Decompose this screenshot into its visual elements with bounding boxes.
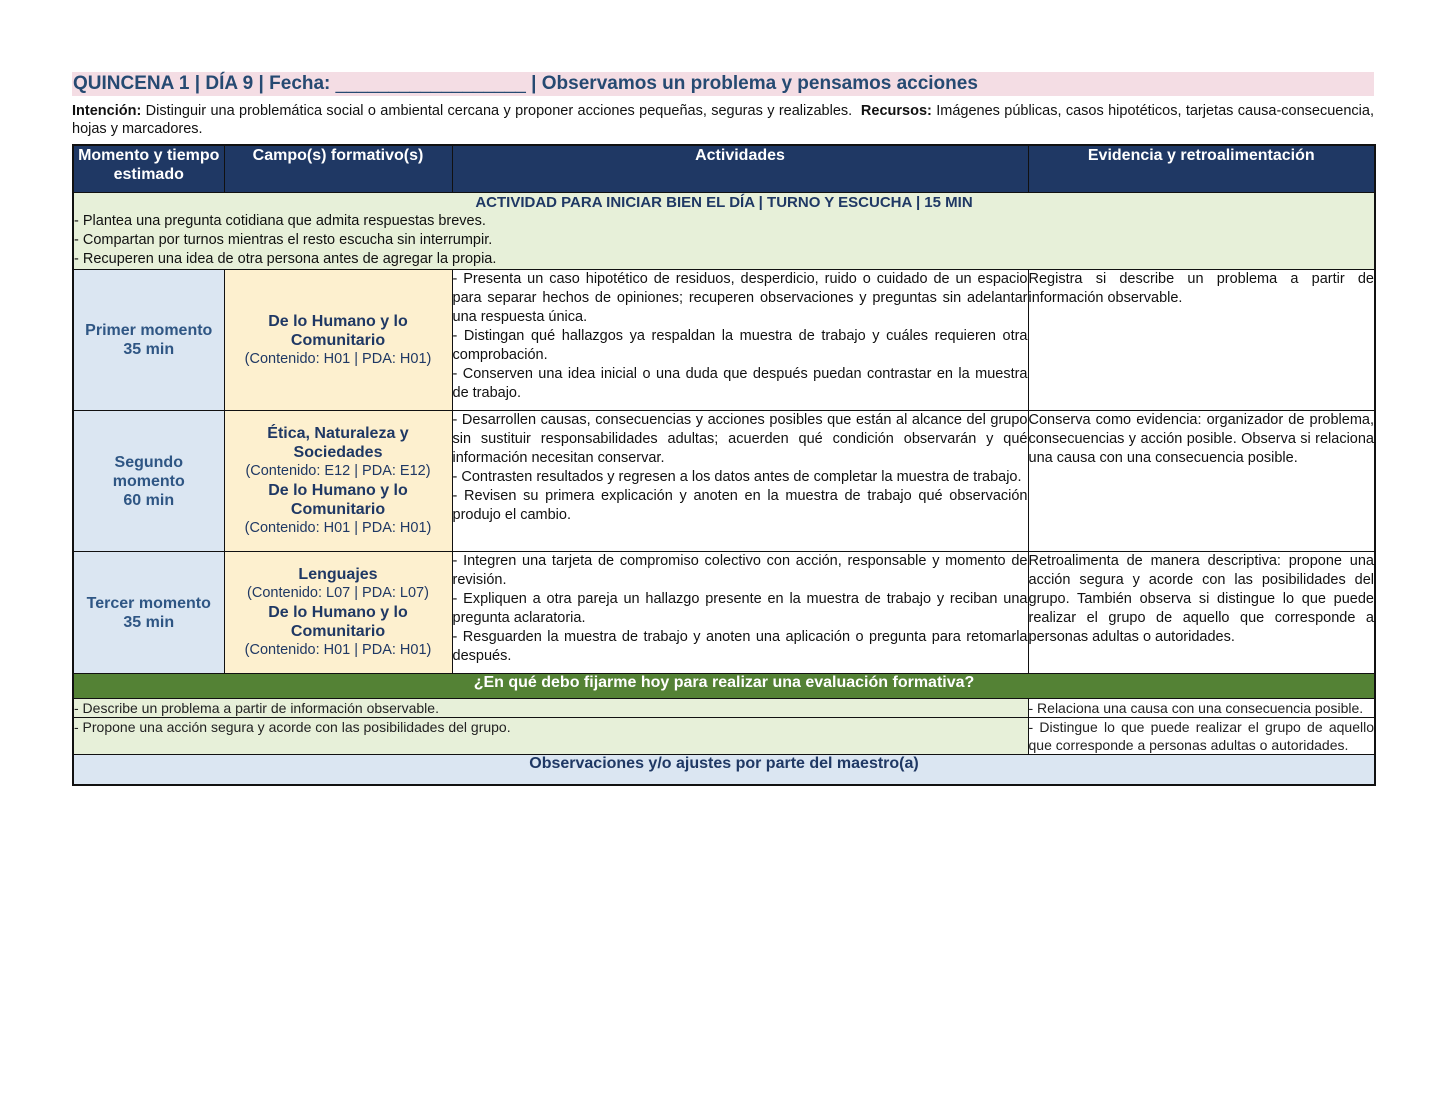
- intention-paragraph: [72, 102, 1374, 138]
- activity-item: - Contrasten resultados y regresen a los datos antes de completar la muestra de trabajo.: [452, 469, 1022, 485]
- activity-item: - Integren una tarjeta de compromiso colectivo con acción, responsable y momento de revisión.: [452, 553, 1028, 588]
- activity-item: - Conserven una idea inicial o una duda que después puedan contrastar en la muestra de trabajo.: [452, 366, 1028, 401]
- lesson-plan-page: [72, 72, 1374, 786]
- moment-cell: [73, 552, 224, 674]
- campo-name: De lo Humano y lo Comunitario: [268, 604, 408, 640]
- campo-cell: [224, 411, 452, 552]
- fecha-blank: __________________: [335, 73, 526, 94]
- moment-time: 35 min: [123, 341, 175, 358]
- start-activity-line: - Compartan por turnos mientras el resto escucha sin interrumpir.: [74, 232, 493, 248]
- intencion-label: Intención:: [72, 103, 142, 119]
- activity-item: - Resguarden la muestra de trabajo y anoten una aplicación o pregunta para retomarla después.: [452, 629, 1028, 664]
- campo-code: (Contenido: H01 | PDA: H01): [244, 642, 432, 658]
- fecha-label: Fecha:: [269, 73, 331, 94]
- table-header-row: [73, 145, 1375, 193]
- observations-title: Observaciones y/o ajustes por parte del maestro(a): [73, 755, 1375, 786]
- moment-cell: [73, 411, 224, 552]
- evaluation-header-row: [73, 674, 1375, 699]
- moment-row-2: [73, 411, 1375, 552]
- campo-code: (Contenido: H01 | PDA: H01): [244, 350, 432, 367]
- lesson-topic: Observamos un problema y pensamos acciones: [541, 73, 978, 94]
- title-separator: |: [194, 73, 201, 94]
- page-title: [72, 72, 1374, 96]
- start-activity-cell: [73, 193, 1375, 270]
- evaluation-item: - Relaciona una causa con una consecuencia posible.: [1028, 699, 1375, 718]
- moment-name: Primer momento: [85, 322, 213, 339]
- title-separator: |: [531, 73, 537, 94]
- campo-code: (Contenido: H01 | PDA: H01): [244, 520, 432, 536]
- intencion-text: Distinguir una problemática social o ambiental cercana y proponer acciones pequeñas, seguras y realizables.: [145, 103, 853, 119]
- recursos-label: Recursos:: [860, 103, 932, 119]
- dia-label: DÍA 9: [205, 73, 254, 94]
- title-separator: |: [258, 73, 264, 94]
- campo-name: Ética, Naturaleza y Sociedades: [267, 425, 409, 461]
- recursos-text: Imágenes públicas, casos hipotéticos, tarjetas causa-consecuencia, hojas y marcadores.: [72, 103, 1374, 137]
- moment-name: Segundo momento: [112, 453, 185, 490]
- evidence-cell: Registra si describe un problema a partir de información observable.: [1028, 270, 1375, 411]
- campo-cell: [224, 552, 452, 674]
- evaluation-item: - Distingue lo que puede realizar el grupo de aquello que corresponde a personas adultas o autoridades.: [1028, 719, 1374, 753]
- lesson-table: [72, 144, 1376, 786]
- campo-name: De lo Humano y lo Comunitario: [268, 312, 408, 349]
- activity-item: - Desarrollen causas, consecuencias y acciones posibles que están al alcance del grupo sin sustituir responsabilidades adultas; acuerden qué condición observarán y qué información necesitan conservar.: [452, 412, 1028, 466]
- campo-code: (Contenido: L07 | PDA: L07): [247, 585, 429, 601]
- moment-row-1: [73, 270, 1375, 411]
- campo-name: De lo Humano y lo Comunitario: [268, 482, 408, 518]
- evidence-cell: Conserva como evidencia: organizador de problema, consecuencias y acción posible. Observa si relaciona una causa con una consecuencia posible.: [1028, 411, 1375, 552]
- start-activity-line: - Recuperen una idea de otra persona antes de agregar la propia.: [74, 251, 497, 267]
- evaluation-title: ¿En qué debo fijarme hoy para realizar una evaluación formativa?: [73, 674, 1375, 699]
- activity-item: - Expliquen a otra pareja un hallazgo presente en la muestra de trabajo y reciban una pregunta aclaratoria.: [452, 591, 1028, 626]
- start-activity-line: - Plantea una pregunta cotidiana que admita respuestas breves.: [74, 213, 486, 229]
- activity-item: - Distingan qué hallazgos ya respaldan la muestra de trabajo y cuáles requieren otra comprobación.: [452, 328, 1028, 363]
- header-campos: Campo(s) formativo(s): [224, 145, 452, 193]
- moment-name: Tercer momento: [86, 594, 211, 612]
- campo-code: (Contenido: E12 | PDA: E12): [245, 463, 431, 479]
- moment-time: 35 min: [123, 613, 175, 631]
- activity-item: - Revisen su primera explicación y anoten en la muestra de trabajo qué observación produjo el cambio.: [452, 488, 1028, 523]
- activities-cell: [452, 270, 1028, 411]
- observations-row: [73, 755, 1375, 786]
- activities-cell: [452, 411, 1028, 552]
- evaluation-item: - Propone una acción segura y acorde con las posibilidades del grupo.: [73, 718, 1028, 755]
- moment-cell: [73, 270, 224, 411]
- evaluation-row: [73, 718, 1375, 755]
- start-activity-row: [73, 193, 1375, 270]
- campo-name: Lenguajes: [298, 566, 378, 583]
- start-activity-title: ACTIVIDAD PARA INICIAR BIEN EL DÍA | TURNO Y ESCUCHA | 15 MIN: [475, 194, 973, 211]
- activities-cell: [452, 552, 1028, 674]
- moment-row-3: [73, 552, 1375, 674]
- evaluation-item: - Describe un problema a partir de información observable.: [73, 699, 1028, 718]
- header-evidencia: Evidencia y retroalimentación: [1028, 145, 1375, 193]
- campo-cell: [224, 270, 452, 411]
- header-actividades: Actividades: [452, 145, 1028, 193]
- evidence-cell: Retroalimenta de manera descriptiva: propone una acción segura y acorde con las posibilidades del grupo. También observa si distingue lo que puede realizar el grupo de aquello que corresponde a personas adultas o autoridades.: [1028, 552, 1375, 674]
- evaluation-row: [73, 699, 1375, 718]
- activity-item: - Presenta un caso hipotético de residuos, desperdicio, ruido o cuidado de un espacio para separar hechos de opiniones; recuperen observaciones y preguntas sin adelantar una respuesta única.: [452, 271, 1028, 325]
- moment-time: 60 min: [123, 491, 175, 509]
- quincena-label: QUINCENA 1: [73, 73, 190, 94]
- header-momento: Momento y tiempo estimado: [73, 145, 224, 193]
